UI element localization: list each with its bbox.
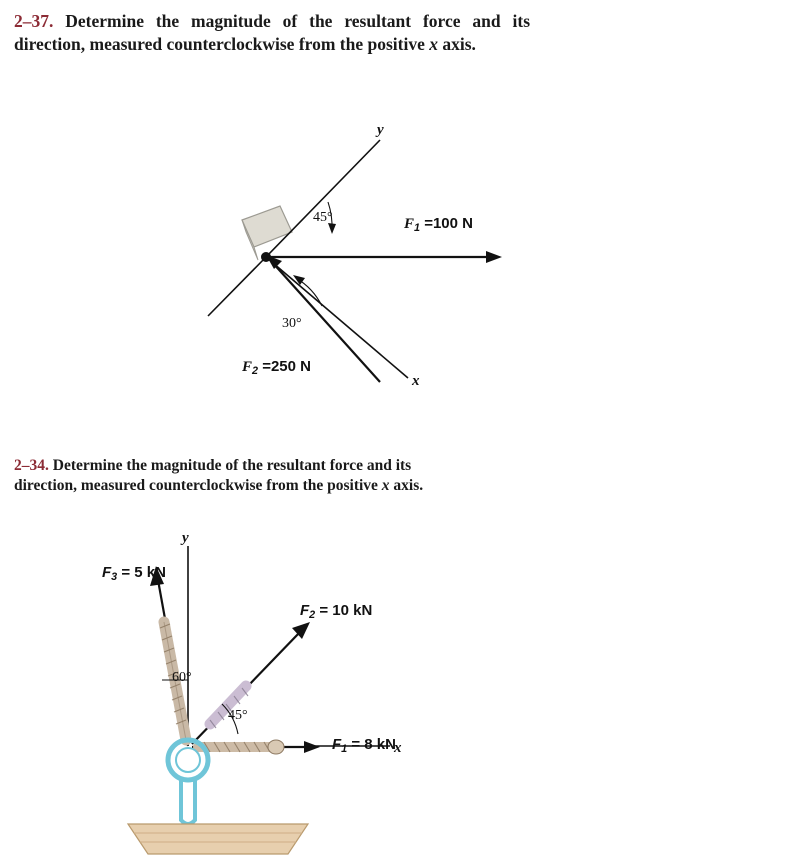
figure-2-34-force-f1-label: $F_1 = 8$ kN [332,736,396,756]
figure-2-34-force-f2-label: $F_2 = 10$ kN [300,602,373,622]
figure-2-37-y-axis-label: y [377,122,384,138]
rope-f1-icon [198,740,284,754]
problem-2-37-number: 2–37. [14,11,54,31]
problem-2-37-statement: Determine the magnitude of the resultant force and its direction, measured counterclockwise from the positive x axis. [14,11,531,55]
figure-2-37-angle-45-label: 45° [313,210,333,225]
figure-2-34-y-axis-label: y [182,530,189,546]
figure-2-34-angle-45-label: 45° [228,708,248,723]
y-axis-line [266,140,380,257]
figure-2-37-force-f1-label: $F_1 =100$ N [404,215,473,235]
problem-2-34-text [14,456,424,497]
problem-2-34-number: 2–34. [14,457,49,474]
support-block-icon [242,206,292,260]
figure-2-34-force-f3-label: $F_3 = 5$ kN [102,564,166,584]
figure-2-34-x-axis-label: x [394,740,402,756]
figure-2-37-x-axis-label: x [412,373,420,389]
problem-2-34-statement: Determine the magnitude of the resultant force and its direction, measured counterclockwise from the positive x axis. [14,457,424,495]
figure-2-34-angle-60-label: 60° [172,670,192,685]
problem-2-37-text [14,10,530,57]
figure-2-37-angle-30-label: 30° [282,316,302,331]
figure-2-34 [60,528,490,858]
figure-2-37 [180,120,600,420]
y-axis-line-extension [208,257,266,316]
eye-bolt-icon [168,740,208,824]
wood-base-icon [128,824,308,854]
force-f1-arrow [266,251,502,263]
figure-2-37-force-f2-label: $F_2 =250$ N [242,358,311,378]
